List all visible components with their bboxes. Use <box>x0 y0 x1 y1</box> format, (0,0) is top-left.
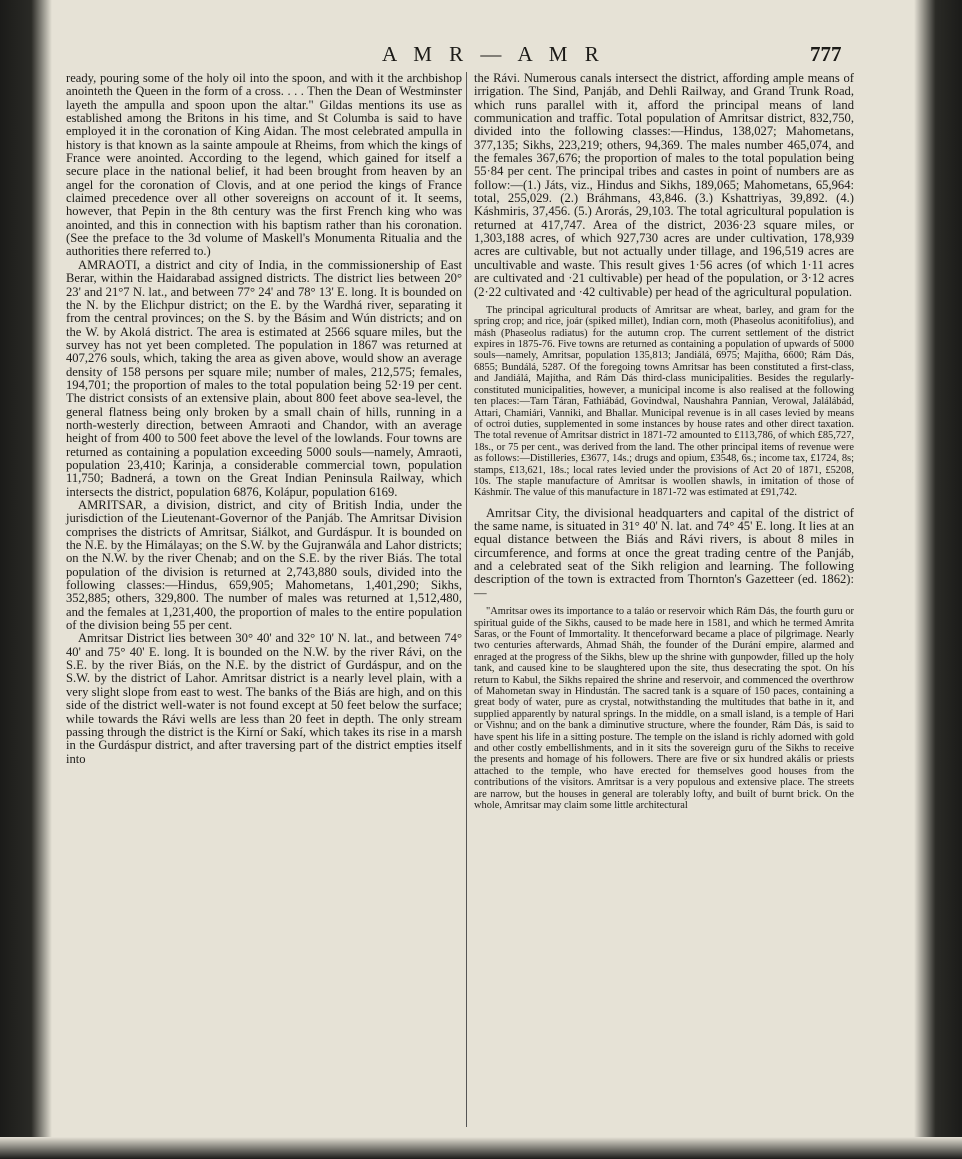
column-divider <box>466 72 467 1127</box>
amritsar-district-paragraph: Amritsar District lies between 30° 40' and 32° 10' N. lat., and between 74° 40' and 75° 40' E. long. It is bounded on the N.W. by the river Rávi, on the S.E. by the river Biás, on the N.E. by the district of Gurdáspur, and on the S.W. by the district of Lahor. Amritsar district is a nearly level plain, with a very slight slope from east to west. The banks of the Biás are high, and on this side of the district well-water is not found except at 50 feet below the surface; while towards the Rávi wells are less than 20 feet in depth. The only stream passing through the district is the Kirní or Sakí, which takes its rise in a marsh in the Gurdáspur district, and after traversing part of the district empties itself into <box>66 631 462 766</box>
page-shadow-bottom <box>0 1137 962 1159</box>
amraoti-entry: AMRAOTI, a district and city of India, in the commissionership of East Berar, within the Haidarabad assigned districts. The district lies between 20° 23' and 21°7 N. lat., and between 77° 24' and 78° 13' E. long. It is bounded on the N. by the Elichpur district; on the E. by the Wardhá river, separating it from the central provinces; on the S. by the Básim and Wún districts; and on the W. by Akolá district. The area is estimated at 2566 square miles, but the survey has not yet been completed. The population in 1867 was returned at 407,276 souls, which, taking the area as given above, would show an average density of 158 persons per square mile; number of males, 212,575; females, 194,701; the proportion of males to the total population being 52·19 per cent. The district consists of an extensive plain, about 800 feet above sea-level, the general flatness being only broken by a small chain of hills, running in a north-westerly direction, between Amraoti and Chandor, with an average height of from 400 to 500 feet above the level of the lowlands. Four towns are returned as containing a population exceeding 5000 souls—namely, Amraoti, population 23,410; Karinja, a considerable commercial town, population 11,750; Badnerá, a town on the Great Indian Peninsula Railway, which intersects the district, population 6876, Kolápur, population 6169. <box>66 257 462 499</box>
left-column <box>66 72 462 766</box>
page-shadow-left <box>0 0 52 1159</box>
ampulla-paragraph: ready, pouring some of the holy oil into the spoon, and with it the archbishop anointeth the Queen in the form of a cross. . . . Then the Dean of Westminster layeth the ampulla and spoon upon the altar." Gildas mentions its use as established among the Britons in his time, and St Columba is said to have employed it in the coronation of King Aidan. The most celebrated ampulla in history is that known as la sainte ampoule at Rheims, from which the kings of France were anointed. According to the legend, which gained for itself a secure place in the national belief, it had been brought from heaven by an angel for the coronation of Clovis, and at one period the kings of France claimed precedence over all other sovereigns on account of it. It seems, however, that Pepin in the 8th century was the first French king who was anointed, and this in connection with his baptism rather than his coronation. (See the preface to the 3d volume of Maskell's Monumenta Ritualia and the authorities there referred to.) <box>66 71 462 259</box>
amritsar-division-entry: AMRITSAR, a division, district, and city of British India, under the jurisdiction of the Lieutenant-Governor of the Panjáb. The Amritsar Division comprises the districts of Amritsar, Siálkot, and Gurdáspur. It is bounded on the N.E. by the Himálayas; on the S.W. by the Gujranwála and Lahor districts; on the N.W. by the river Chenab; and on the S.E. by the river Biás. The total population of the division is returned at 2,743,880 souls, divided into the following classes:—Hindus, 659,905; Mahometans, 1,401,290; Sikhs, 352,885; others, 329,800. The number of males was returned at 1,512,480, and the females at 1,231,400, the proportion of males to the entire population of the division being 55 per cent. <box>66 498 462 633</box>
district-continuation-paragraph: the Rávi. Numerous canals intersect the district, affording ample means of irrigation. The Sind, Panjáb, and Dehli Railway, and Grand Trunk Road, which runs parallel with it, afford the principal means of land communication and traffic. Total population of Amritsar district, 832,750, divided into the following classes:—Hindus, 138,027; Mahometans, 377,135; Sikhs, 223,219; others, 94,369. The males number 465,074, and the females 367,676; the proportion of males to the total population being 55·84 per cent. The principal tribes and castes in point of numbers are as follow:—(1.) Játs, viz., Hindus and Sikhs, 189,065; Mahometans, 65,964: total, 255,029. (2.) Bráhmans, 43,846. (3.) Kshattriyas, 39,892. (4.) Káshmiris, 37,456. (5.) Arorás, 29,103. The total agricultural population is returned at 417,747. Area of the district, 2036·23 square miles, or 1,303,188 acres, of which 927,730 acres are under cultivation, 178,939 acres are cultivable, but not actually under tillage, and 196,519 acres are uncultivable and waste. This result gives 1·56 acres (of which 1·11 acres are cultivated and ·21 cultivable) per head of the population, or 3·12 acres (2·22 cultivated and ·42 cultivable) per head of the agricultural population. <box>474 71 854 299</box>
amritsar-city-paragraph: Amritsar City, the divisional headquarters and capital of the district of the same name, is situated in 31° 40' N. lat. and 74° 45' E. long. It lies at an equal distance between the Biás and Rávi rivers, is about 8 miles in circumference, and forms at once the great trading centre of the Panjáb, and a celebrated seat of the Sikh religion and learning. The following description of the town is extracted from Thornton's Gazetteer (ed. 1862):— <box>474 505 854 600</box>
thornton-gazetteer-quote: "Amritsar owes its importance to a taláo or reservoir which Rám Dás, the fourth guru or spiritual guide of the Sikhs, caused to be made here in 1581, and which he termed Amrita Saras, or the Fount of Immortality. It thenceforward became a place of pilgrimage. Nearly two centuries afterwards, Ahmad Sháh, the founder of the Durání empire, alarmed and enraged at the progress of the Sikhs, blew up the shrine with gunpowder, filled up the holy tank, and caused kine to be slaughtered upon the site, thus desecrating the spot. On his return to Kabul, the Sikhs repaired the shrine and reservoir, and commenced the overthrow of Mahometan sway in Hindustán. The sacred tank is a square of 150 paces, containing a great body of water, pure as crystal, notwithstanding the multitudes that bathe in it, and supplied apparently by natural springs. In the middle, on a small island, is a temple of Hari or Vishnu; and on the bank a diminutive structure, where the founder, Rám Dás, is said to have spent his life in a sitting posture. The temple on the island is richly adorned with gold and other costly embellishments, and in it sits the sovereign guru of the Sikhs to receive the presents and homage of his followers. There are five or six hundred akális or priests attached to the temple, who have erected for themselves good houses from the contributions of the visitors. Amritsar is a very populous and extensive place. The streets are narrow, but the houses in general are tolerably lofty, and built of burnt brick. On the whole, Amritsar may claim some little architectural <box>474 606 854 812</box>
running-header: A M R — A M R <box>382 42 605 66</box>
page-number: 777 <box>810 42 842 66</box>
right-column <box>474 72 854 811</box>
page-shadow-right <box>914 0 962 1159</box>
agriculture-revenue-note: The principal agricultural products of Amritsar are wheat, barley, and gram for the spring crop; and rice, joár (spiked millet), Indian corn, moth (Phaseolus aconitifolius), and másh (Phaseolus radiatus) for the autumn crop. The current settlement of the district expires in 1875-76. Five towns are returned as containing a population of upwards of 5000 souls—namely, Amritsar, population 135,813; Jandiálá, 6975; Majítha, 6600; Rám Dás, 6855; Bundálá, 5287. Of the foregoing towns Amritsar has been constituted a first-class, and Jandiálá, Majítha, and Rám Dás third-class municipalities. Besides the regularly-constituted municipalities, however, a municipal income is also realised at the following ten places:—Tarn Táran, Fathiábád, Govindwal, Naushahra Pannian, Verowal, Jalálábád, Attari, Chamiári, Vanniki, and Bhallar. Municipal revenue is in all cases levied by means of octroi duties, supplemented in some instances by house rates and other direct taxation. The total revenue of Amritsar district in 1871-72 amounted to £113,786, of which £85,727, 18s., or 75 per cent., was derived from the land. The other principal items of revenue were as follows:—Distilleries, £3677, 14s.; drugs and opium, £3548, 6s.; income tax, £1724, 8s; stamps, £13,621, 18s.; local rates levied under the provisions of Act 20 of 1871, £5208, 10s. The staple manufacture of Amritsar is woollen shawls, in imitation of those of Káshmír. The value of this manufacture in 1871-72 was estimated at £91,742. <box>474 304 854 499</box>
